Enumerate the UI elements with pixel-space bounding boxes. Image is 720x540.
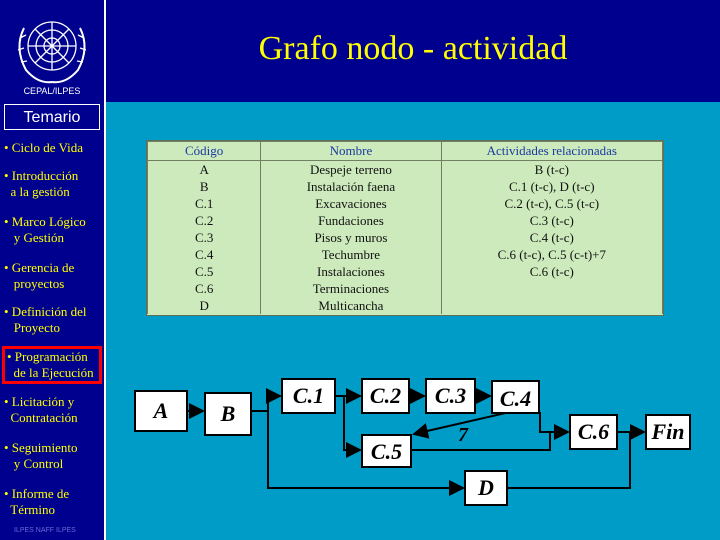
cell-codigo: D xyxy=(148,297,261,314)
cell-nombre: Despeje terreno xyxy=(261,161,441,179)
menu-item-programacion[interactable]: • Programación de la Ejecución xyxy=(2,346,102,384)
node-a: A xyxy=(134,390,188,432)
menu-item-ciclo-de-vida[interactable]: • Ciclo de Vida xyxy=(4,140,83,155)
org-label: CEPAL/ILPES xyxy=(23,86,81,96)
node-fin: Fin xyxy=(645,414,691,450)
menu-item-informe[interactable]: • Informe de Término xyxy=(4,486,70,517)
cell-actividades: C.6 (t-c), C.5 (c-t)+7 xyxy=(441,246,662,263)
node-c5: C.5 xyxy=(361,434,412,468)
column-header-codigo: Código xyxy=(148,142,261,161)
column-header-actividades: Actividades relacionadas xyxy=(441,142,662,161)
menu-item-marco-logico[interactable]: • Marco Lógico y Gestión xyxy=(4,214,86,245)
cell-actividades: C.1 (t-c), D (t-c) xyxy=(441,178,662,195)
cell-actividades: B (t-c) xyxy=(441,161,662,179)
cell-nombre: Techumbre xyxy=(261,246,441,263)
column-header-nombre: Nombre xyxy=(261,142,441,161)
cell-nombre: Pisos y muros xyxy=(261,229,441,246)
cell-codigo: C.3 xyxy=(148,229,261,246)
menu-item-introduccion[interactable]: • Introducción a la gestión xyxy=(4,168,79,199)
node-b: B xyxy=(204,392,252,436)
node-c4: C.4 xyxy=(491,380,540,414)
cell-codigo: A xyxy=(148,161,261,179)
menu-item-licitacion[interactable]: • Licitación y Contratación xyxy=(4,394,78,425)
cell-nombre: Instalaciones xyxy=(261,263,441,280)
node-c1: C.1 xyxy=(281,378,336,414)
cell-actividades: C.6 (t-c) xyxy=(441,263,662,280)
menu-item-definicion[interactable]: • Definición del Proyecto xyxy=(4,304,87,335)
footer-text: ILPES NAFF ILPES xyxy=(14,527,76,534)
cell-nombre: Terminaciones xyxy=(261,280,441,297)
cell-codigo: C.2 xyxy=(148,212,261,229)
cell-nombre: Fundaciones xyxy=(261,212,441,229)
cell-codigo: C.4 xyxy=(148,246,261,263)
node-d: D xyxy=(464,470,508,506)
node-c2: C.2 xyxy=(361,378,410,414)
cell-nombre: Instalación faena xyxy=(261,178,441,195)
node-c3: C.3 xyxy=(425,378,476,414)
menu-item-seguimiento[interactable]: • Seguimiento y Control xyxy=(4,440,78,471)
node-c6: C.6 xyxy=(569,414,618,450)
cell-actividades: C.4 (t-c) xyxy=(441,229,662,246)
cell-actividades: C.3 (t-c) xyxy=(441,212,662,229)
cell-codigo: C.1 xyxy=(148,195,261,212)
menu-heading: Temario xyxy=(4,104,100,130)
cell-codigo: C.5 xyxy=(148,263,261,280)
menu-item-gerencia[interactable]: • Gerencia de proyectos xyxy=(4,260,75,291)
cell-nombre: Excavaciones xyxy=(261,195,441,212)
cell-actividades: C.2 (t-c), C.5 (t-c) xyxy=(441,195,662,212)
cell-nombre: Multicancha xyxy=(261,297,441,314)
lag-label: 7 xyxy=(458,424,468,446)
page-title: Grafo nodo - actividad xyxy=(258,30,568,67)
cell-codigo: C.6 xyxy=(148,280,261,297)
cell-codigo: B xyxy=(148,178,261,195)
